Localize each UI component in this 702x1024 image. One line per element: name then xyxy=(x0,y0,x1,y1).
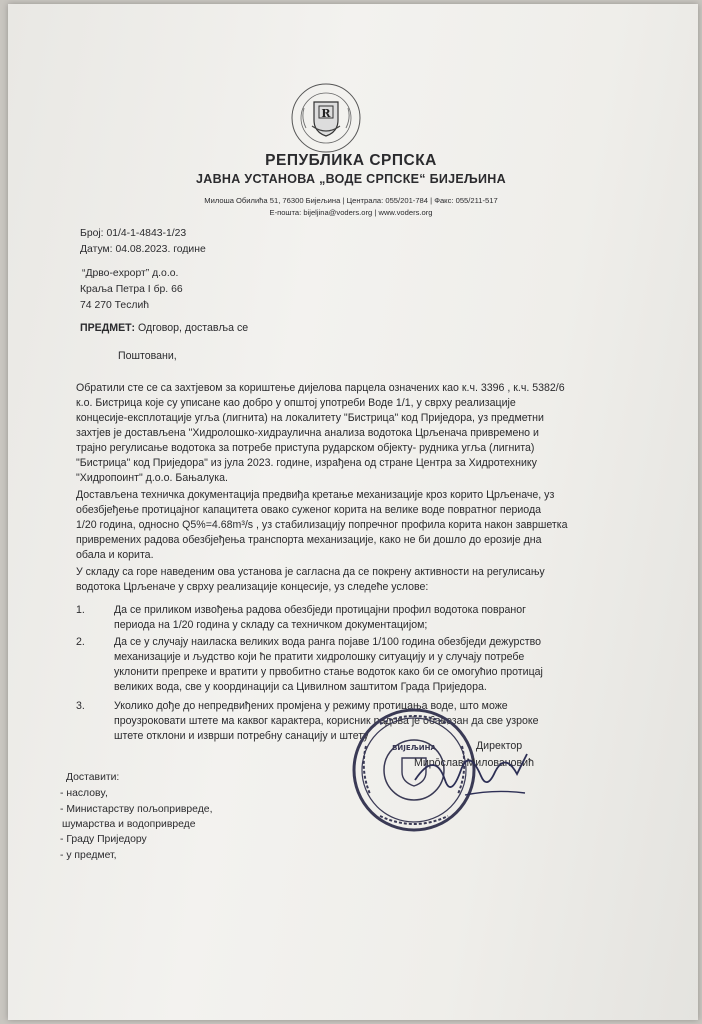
distribution-item: - Граду Приједору xyxy=(60,834,147,845)
subject-text: Одговор, доставља се xyxy=(138,322,249,334)
signatory-title: Директор xyxy=(476,740,523,752)
condition-line: Да се приликом извођења радова обезбједи протицајни профил водотока повраног xyxy=(114,604,526,616)
paragraph-1-line: Обратили сте се са захтјевом за кориштење дијелова парцела означених као к.ч. 3396 , к.ч. 5382/6 xyxy=(76,382,565,394)
paragraph-1-line: трајно регулисање водотока за потребе приступа рударском објекту- рудника угља (лигнита) xyxy=(76,442,535,454)
svg-text:R: R xyxy=(321,107,331,120)
signatory-name: Миро̄слав Миловановић xyxy=(414,757,534,769)
condition-number: 3. xyxy=(76,700,85,712)
paragraph-2-line: обезбјеђење протицајног капацитета овако суженог корита на велике воде повратног периода xyxy=(76,504,542,516)
contact-line-1: Милоша Обилића 51, 76300 Бијељина | Централа: 055/201-784 | Факс: 055/211-517 xyxy=(204,196,498,205)
institution-title: ЈАВНА УСТАНОВА „ВОДЕ СРПСКЕ“ БИЈЕЉИНА xyxy=(196,172,506,186)
recipient-street: Краља Петра I бр. 66 xyxy=(80,284,183,295)
coat-of-arms-emblem-icon xyxy=(290,82,362,154)
contact-line-2: E-пошта: bijeljina@voders.org | www.voders.org xyxy=(269,208,433,217)
paragraph-1-line: к.о. Бистрица које су уписане као добро у општој употреби Воде 1/1, у сврху реализације xyxy=(76,397,516,409)
condition-line: штете отклони и изврши потребну санацију и штету xyxy=(114,730,369,742)
subject-label: ПРЕДМЕТ: xyxy=(80,322,136,334)
condition-line: Уколико дође до непредвиђених промјена у режиму протицања воде, што може xyxy=(114,700,508,712)
reference-number: Број: 01/4-1-4843-1/23 xyxy=(80,228,187,239)
paragraph-3-line: водотока Црљеначе у сврху реализације концесије, уз следеће услове: xyxy=(76,581,429,593)
paragraph-1-line: "Бистрица" код Приједора" из јула 2023. године, израђена од стране Центра за Хидротехнику xyxy=(76,457,537,469)
distribution-item: - Министарству пољопривреде, xyxy=(60,804,213,815)
paragraph-3-line: У складу са горе наведеним ова установа је сагласна да се покрену активности на регулисању xyxy=(76,566,545,578)
recipient-city: 74 270 Теслић xyxy=(80,300,150,311)
reference-date: Датум: 04.08.2023. године xyxy=(80,244,206,255)
paragraph-1-line: концесије-експлотације угља (лигнита) на локалитету "Бистрица" код Приједора, уз предметни xyxy=(76,412,544,424)
paragraph-2-line: обала и корита. xyxy=(76,549,154,561)
distribution-item: - насловy, xyxy=(60,788,108,799)
paragraph-2-line: привремених радова обезбјеђења транспорта механизације, како не би дошло до ерозије дна xyxy=(76,534,542,546)
stamp-center-text: БИЈЕЉИНА xyxy=(392,744,436,752)
republic-title: РЕПУБЛИКА СРПСКА xyxy=(265,152,437,169)
condition-line: периода на 1/20 година у складу са техничком документацијом; xyxy=(114,619,428,631)
condition-line: механизације и људство који ће пратити хидролошку ситуацију и у случају потребе xyxy=(114,651,525,663)
paragraph-2-line: Достављена техничка документација предвиђа кретање механизације кроз корито Црљеначе, уз xyxy=(76,489,555,501)
subject-line xyxy=(80,322,248,334)
condition-line: Да се у случају наиласка великих вода ранга појаве 1/100 година обезбједи дежурство xyxy=(114,636,542,648)
distribution-item: - у предмет, xyxy=(60,850,117,861)
condition-line: проузроковати штете ма каквог карактера, корисник радова је обавезан да све узроке xyxy=(114,715,539,727)
greeting: Поштовани, xyxy=(118,350,177,362)
condition-line: уклонити препреке и вратити у првобитно стање водоток како би се омогућио протицај xyxy=(114,666,543,678)
recipient-name: “Дрво-expорт” д.о.о. xyxy=(82,268,179,279)
condition-number: 2. xyxy=(76,636,85,648)
paragraph-2-line: 1/20 година, односно Q5%=4.68m³/s , уз стабилизацију попречног профила корита након завршетка xyxy=(76,519,568,531)
condition-number: 1. xyxy=(76,604,85,616)
distribution-title: Доставити: xyxy=(66,772,120,783)
distribution-item: шумарства и водопривреде xyxy=(62,819,196,830)
paragraph-1-line: захтјев је достављена "Хидролошко-хидраулична анализа водотока Црљенача привремено и xyxy=(76,427,539,439)
condition-line: великих вода, све у координацији са Цивилном заштитом Града Приједора. xyxy=(114,681,487,693)
paragraph-1-line: "Хидропоинт" д.о.о. Бањалука. xyxy=(76,472,228,484)
handwritten-signature-icon xyxy=(405,740,545,810)
